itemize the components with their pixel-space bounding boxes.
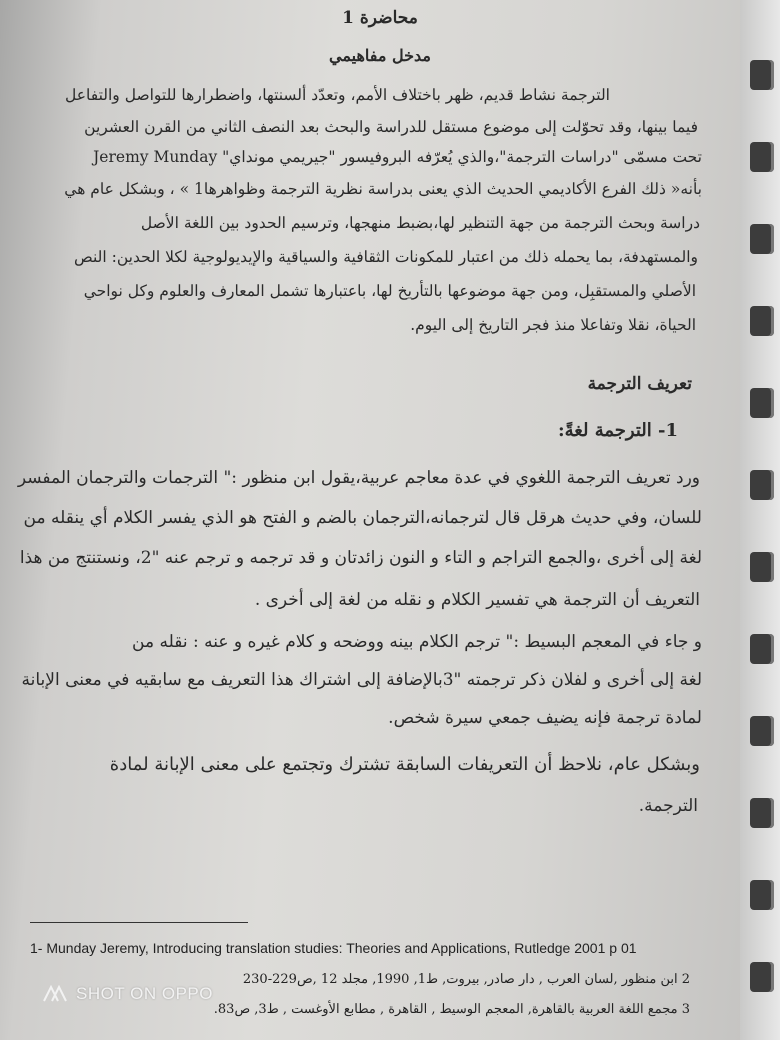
- intro-line: الأصلي والمستقبِل، ومن جهة موضوعها بالتأريخ لها، باعتبارها تشمل المعارف والعلوم وكل نواحي: [83, 282, 696, 300]
- intro-line: فيما بينها، وقد تحوّلت إلى موضوع مستقل للدراسة والبحث بعد النصف الثاني من القرن العشرين: [84, 118, 698, 136]
- intro-line: دراسة وبحث الترجمة من جهة التنظير لها،بضبط منهجها، وترسيم الحدود بين اللغة الأصل: [140, 214, 700, 232]
- page-title: محاضرة 1: [342, 8, 418, 28]
- footnote-1: 1- Munday Jeremy, Introducing translation studies: Theories and Applications, Rutledge 2001 p 01: [30, 940, 637, 956]
- body-line: الترجمة.: [638, 796, 698, 816]
- watermark-text: SHOT ON OPPO: [76, 984, 213, 1003]
- oppo-ai-icon: [42, 985, 70, 1003]
- intro-line: والمستهدفة، بما يحمله ذلك من اعتبار للمكونات الثقافية والسياقية والإيديولوجية لكلا الحدين: النص: [74, 248, 698, 266]
- section-title: تعريف الترجمة: [587, 374, 692, 394]
- intro-line: الحياة، نقلا وتفاعلا منذ فجر التاريخ إلى اليوم.: [410, 316, 696, 334]
- intro-line: الترجمة نشاط قديم، ظهر باختلاف الأمم، وتعدّد ألسنتها، واضطرارها للتواصل والتفاعل: [65, 86, 610, 104]
- body-line: و جاء في المعجم البسيط :" ترجم الكلام بينه ووضحه و كلام غيره و عنه : نقله من: [132, 632, 702, 652]
- section-subtitle: 1- الترجمة لغةً:: [557, 420, 678, 441]
- body-line: للسان، وفي حديث هرقل قال لترجمانه،الترجمان بالضم و الفتح هو الذي يفسر الكلام أي ينقله من: [23, 508, 702, 528]
- intro-line: بأنه« ذلك الفرع الأكاديمي الحديث الذي يعنى بدراسة نظرية الترجمة وظواهرها1 » ، وبشكل عام هي: [64, 180, 702, 198]
- spiral-binding: [740, 0, 780, 1040]
- footnote-2: 2 ابن منظور ,لسان العرب , دار صادر, بيروت, ط1, 1990, مجلد 12 ,ص229-230: [242, 972, 690, 987]
- intro-line: تحت مسمّى "دراسات الترجمة"،والذي يُعرّفه البروفيسور "جيريمي مونداي" Jeremy Munday: [93, 148, 702, 166]
- body-line: لغة إلى أخرى و لفلان ذكر ترجمته "3بالإضافة إلى اشتراك هذا التعريف مع سابقيه في معنى الإبانة: [21, 670, 702, 690]
- body-line: التعريف أن الترجمة هي تفسير الكلام و نقله من لغة إلى أخرى .: [254, 590, 700, 610]
- camera-watermark: [42, 984, 213, 1004]
- body-line: لمادة ترجمة فإنه يضيف جمعي سيرة شخص.: [388, 708, 702, 728]
- body-line: ورد تعريف الترجمة اللغوي في عدة معاجم عربية،يقول ابن منظور :" الترجمات والترجمان المفسر: [17, 468, 700, 488]
- footnote-divider: [30, 922, 248, 923]
- footnote-3: 3 مجمع اللغة العربية بالقاهرة, المعجم الوسيط , القاهرة , مطابع الأوغست , ط3, ص83.: [213, 1002, 690, 1017]
- body-line: لغة إلى أخرى ،والجمع التراجم و التاء و النون زائدتان و قد ترجمه و ترجم عنه "2، ونستنتج من هذا: [19, 548, 702, 568]
- page-subtitle: مدخل مفاهيمي: [329, 46, 431, 65]
- body-line: وبشكل عام، نلاحظ أن التعريفات السابقة تشترك وتجتمع على معنى الإبانة لمادة: [109, 754, 700, 775]
